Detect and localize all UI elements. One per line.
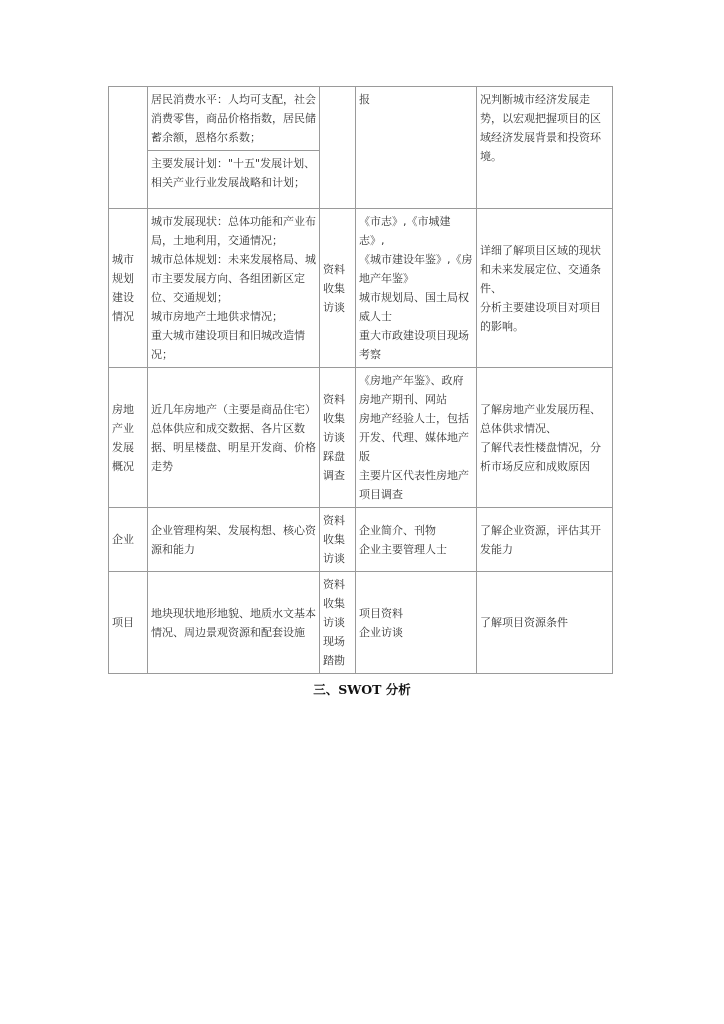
content-line: 重大城市建设项目和旧城改造情况；: [151, 329, 305, 361]
source-line: 《城市建设年鉴》,《房地产年鉴》: [359, 253, 473, 285]
source-line: 城市规划局、国土局权威人士: [359, 291, 469, 323]
method-cell: 资料收集访谈踩盘调查: [320, 368, 356, 508]
table-row: [109, 87, 613, 151]
purpose-line: 况判断城市经济发展走势，以宏观把握项目的区域经济发展背景和投资环境。: [480, 93, 601, 163]
content-cell: [148, 151, 320, 209]
table-row: [109, 572, 613, 674]
table-row: [109, 508, 613, 572]
category-cell: 房地产业发展概况: [109, 368, 148, 508]
source-line: 项目资料: [359, 606, 403, 620]
sources-cell: [356, 368, 477, 508]
method-cell: 资料收集访谈: [320, 508, 356, 572]
purpose-cell: [477, 368, 613, 508]
category-cell: 企业: [109, 508, 148, 572]
method-cell: 资料收集访谈现场踏勘: [320, 572, 356, 674]
purpose-cell: [477, 572, 613, 674]
content-line: 地块现状地形地貌、地质水文基本情况、周边景观资源和配套设施: [151, 606, 316, 639]
content-cell: [148, 209, 320, 368]
purpose-line: 了解代表性楼盘情况，分析市场反应和成败原因: [480, 440, 601, 473]
purpose-line: 了解项目资源条件: [480, 616, 568, 629]
purpose-cell: [477, 87, 613, 209]
source-line: 企业主要管理人士: [359, 542, 447, 556]
purpose-line: 分析主要建设项目对项目的影响。: [480, 300, 601, 333]
content-cell: [148, 572, 320, 674]
content-line: 居民消费水平：人均可支配，社会消费零售，商品价格指数，居民储蓄余额，恩格尔系数；: [151, 93, 316, 144]
purpose-line: 详细了解项目区域的现状和未来发展定位、交通条件、: [480, 243, 601, 295]
sources-cell: [356, 209, 477, 368]
sources-cell: [356, 572, 477, 674]
source-line: 主要片区代表性房地产项目调查: [359, 469, 469, 501]
purpose-cell: [477, 209, 613, 368]
purpose-line: 了解房地产业发展历程、总体供求情况、: [480, 402, 601, 435]
source-line: 《房地产年鉴》、政府房地产期刊、网站: [359, 374, 464, 406]
source-line: 《市志》,《市城建志》,: [359, 215, 451, 247]
source-line: 重大市政建设项目现场考察: [359, 329, 469, 361]
category-cell: [109, 87, 148, 209]
sources-cell: [356, 87, 477, 209]
content-line: 城市房地产土地供求情况；: [151, 310, 283, 323]
source-line: 报: [359, 93, 370, 106]
category-cell: 城市规划建设情况: [109, 209, 148, 368]
method-cell: 资料收集访谈: [320, 209, 356, 368]
content-line: 城市总体规划：未来发展格局、城市主要发展方向、各组团新区定位、交通规划；: [151, 253, 316, 304]
purpose-cell: [477, 508, 613, 572]
sources-cell: [356, 508, 477, 572]
source-line: 房地产经验人士，包括开发、代理、媒体地产版: [359, 412, 469, 463]
category-cell: 项目: [109, 572, 148, 674]
source-line: 企业访谈: [359, 625, 403, 639]
content-line: 城市发展现状：总体功能和产业布局，土地利用，交通情况；: [151, 215, 316, 247]
method-cell: [320, 87, 356, 209]
purpose-line: 了解企业资源，评估其开发能力: [480, 523, 601, 556]
content-cell: [148, 508, 320, 572]
section-heading: 三、SWOT 分析: [313, 682, 411, 697]
source-line: 企业简介、刊物: [359, 523, 436, 537]
content-cell: [148, 87, 320, 151]
table-row: [109, 368, 613, 508]
content-line: 主要发展计划："十五"发展计划、相关产业行业发展战略和计划；: [151, 157, 316, 189]
content-line: 企业管理构架、发展构想、核心资源和能力: [151, 523, 316, 556]
table-row: [109, 209, 613, 368]
research-table: [108, 86, 613, 674]
content-line: 近几年房地产（主要是商品住宅）总体供应和成交数据、各片区数据、明星楼盘、明星开发商、价格走势: [151, 402, 316, 473]
content-cell: [148, 368, 320, 508]
